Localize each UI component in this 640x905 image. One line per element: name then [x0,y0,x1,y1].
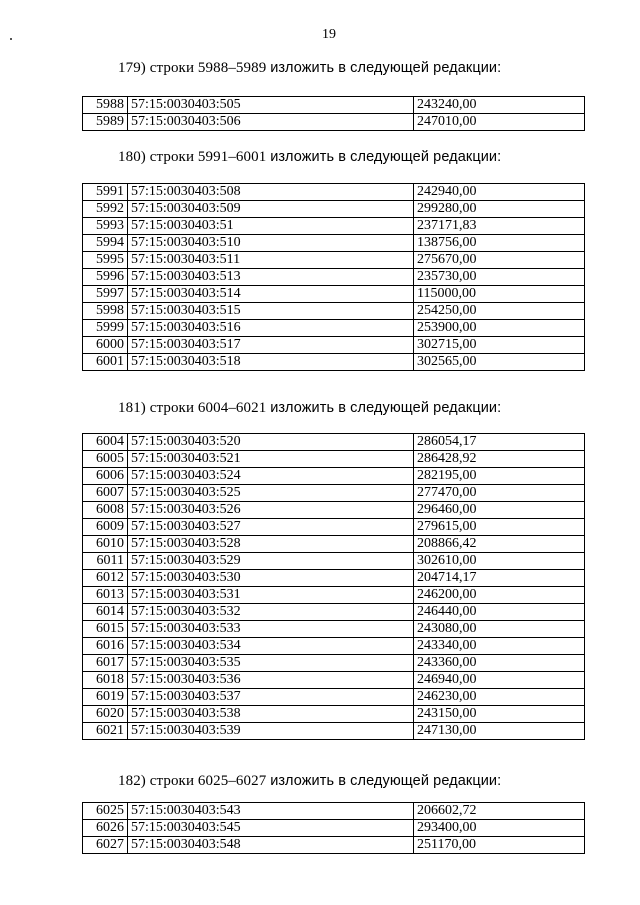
value-cell: 246230,00 [414,689,585,706]
row-number-cell: 5988 [83,97,128,114]
cadastral-number-cell: 57:15:0030403:538 [128,706,414,723]
amendment-table [82,183,585,371]
value-cell: 246940,00 [414,672,585,689]
section-instruction: изложить в следующей редакции: [270,60,502,76]
cadastral-number-cell: 57:15:0030403:516 [128,320,414,337]
table-row [83,689,585,706]
section-number: 182) [118,773,146,789]
section-number: 181) [118,400,146,416]
value-cell: 247130,00 [414,723,585,740]
value-cell: 204714,17 [414,570,585,587]
value-cell: 246440,00 [414,604,585,621]
amendment-table [82,802,585,854]
cadastral-number-cell: 57:15:0030403:535 [128,655,414,672]
table-row [83,337,585,354]
cadastral-number-cell: 57:15:0030403:510 [128,235,414,252]
section-number: 180) [118,149,146,165]
cadastral-number-cell: 57:15:0030403:525 [128,485,414,502]
table-row [83,621,585,638]
cadastral-number-cell: 57:15:0030403:517 [128,337,414,354]
value-cell: 253900,00 [414,320,585,337]
cadastral-number-cell: 57:15:0030403:543 [128,803,414,820]
value-cell: 302610,00 [414,553,585,570]
value-cell: 282195,00 [414,468,585,485]
table-row [83,114,585,131]
value-cell: 138756,00 [414,235,585,252]
table-row [83,320,585,337]
table-row [83,354,585,371]
row-number-cell: 6004 [83,434,128,451]
cadastral-number-cell: 57:15:0030403:505 [128,97,414,114]
cadastral-number-cell: 57:15:0030403:533 [128,621,414,638]
row-number-cell: 6012 [83,570,128,587]
cadastral-number-cell: 57:15:0030403:536 [128,672,414,689]
cadastral-number-cell: 57:15:0030403:509 [128,201,414,218]
cadastral-number-cell: 57:15:0030403:534 [128,638,414,655]
value-cell: 243080,00 [414,621,585,638]
cadastral-number-cell: 57:15:0030403:511 [128,252,414,269]
cadastral-number-cell: 57:15:0030403:548 [128,837,414,854]
row-number-cell: 6010 [83,536,128,553]
table-row [83,201,585,218]
cadastral-number-cell: 57:15:0030403:530 [128,570,414,587]
cadastral-number-cell: 57:15:0030403:529 [128,553,414,570]
table-row [83,553,585,570]
section-instruction: изложить в следующей редакции: [270,149,502,165]
section-heading [118,149,501,166]
row-number-cell: 5997 [83,286,128,303]
value-cell: 247010,00 [414,114,585,131]
value-cell: 293400,00 [414,820,585,837]
value-cell: 286428,92 [414,451,585,468]
table-row [83,97,585,114]
section-rows-range: строки 6004–6021 [149,400,267,416]
cadastral-number-cell: 57:15:0030403:513 [128,269,414,286]
section-instruction: изложить в следующей редакции: [270,773,502,789]
section-rows-range: строки 6025–6027 [149,773,267,789]
value-cell: 275670,00 [414,252,585,269]
table-row [83,434,585,451]
row-number-cell: 6021 [83,723,128,740]
cadastral-number-cell: 57:15:0030403:531 [128,587,414,604]
cadastral-number-cell: 57:15:0030403:527 [128,519,414,536]
row-number-cell: 5991 [83,184,128,201]
cadastral-number-cell: 57:15:0030403:537 [128,689,414,706]
table-row [83,536,585,553]
value-cell: 302715,00 [414,337,585,354]
row-number-cell: 5996 [83,269,128,286]
value-cell: 242940,00 [414,184,585,201]
value-cell: 254250,00 [414,303,585,320]
cadastral-number-cell: 57:15:0030403:528 [128,536,414,553]
row-number-cell: 6009 [83,519,128,536]
page-number: 19 [322,27,336,42]
cadastral-number-cell: 57:15:0030403:520 [128,434,414,451]
table-row [83,587,585,604]
value-cell: 206602,72 [414,803,585,820]
value-cell: 243340,00 [414,638,585,655]
cadastral-number-cell: 57:15:0030403:526 [128,502,414,519]
cadastral-number-cell: 57:15:0030403:521 [128,451,414,468]
table-row [83,519,585,536]
value-cell: 296460,00 [414,502,585,519]
amendment-table [82,96,585,131]
row-number-cell: 5992 [83,201,128,218]
table-row [83,235,585,252]
value-cell: 299280,00 [414,201,585,218]
table-row [83,468,585,485]
row-number-cell: 5999 [83,320,128,337]
table-row [83,570,585,587]
table-row [83,502,585,519]
table-row [83,604,585,621]
section-heading [118,400,501,417]
row-number-cell: 6017 [83,655,128,672]
row-number-cell: 6025 [83,803,128,820]
row-number-cell: 6020 [83,706,128,723]
value-cell: 243240,00 [414,97,585,114]
amendment-table [82,433,585,740]
value-cell: 115000,00 [414,286,585,303]
row-number-cell: 5989 [83,114,128,131]
table-row [83,837,585,854]
table-row [83,184,585,201]
cadastral-number-cell: 57:15:0030403:515 [128,303,414,320]
section-instruction: изложить в следующей редакции: [270,400,502,416]
row-number-cell: 6008 [83,502,128,519]
table-row [83,803,585,820]
cadastral-number-cell: 57:15:0030403:524 [128,468,414,485]
table-row [83,638,585,655]
row-number-cell: 6006 [83,468,128,485]
table-row [83,485,585,502]
value-cell: 235730,00 [414,269,585,286]
cadastral-number-cell: 57:15:0030403:532 [128,604,414,621]
row-number-cell: 6007 [83,485,128,502]
value-cell: 279615,00 [414,519,585,536]
row-number-cell: 6016 [83,638,128,655]
cadastral-number-cell: 57:15:0030403:539 [128,723,414,740]
row-number-cell: 6005 [83,451,128,468]
row-number-cell: 6001 [83,354,128,371]
row-number-cell: 6014 [83,604,128,621]
cadastral-number-cell: 57:15:0030403:518 [128,354,414,371]
table-row [83,820,585,837]
row-number-cell: 6026 [83,820,128,837]
section-heading [118,60,501,77]
value-cell: 237171,83 [414,218,585,235]
row-number-cell: 6019 [83,689,128,706]
row-number-cell: 6015 [83,621,128,638]
table-row [83,655,585,672]
table-row [83,672,585,689]
table-row [83,269,585,286]
cadastral-number-cell: 57:15:0030403:514 [128,286,414,303]
value-cell: 251170,00 [414,837,585,854]
row-number-cell: 6018 [83,672,128,689]
section-rows-range: строки 5991–6001 [149,149,267,165]
section-number: 179) [118,60,146,76]
cadastral-number-cell: 57:15:0030403:545 [128,820,414,837]
value-cell: 243150,00 [414,706,585,723]
row-number-cell: 6011 [83,553,128,570]
value-cell: 277470,00 [414,485,585,502]
section-rows-range: строки 5988–5989 [149,60,267,76]
row-number-cell: 5994 [83,235,128,252]
row-number-cell: 5993 [83,218,128,235]
table-row [83,451,585,468]
value-cell: 243360,00 [414,655,585,672]
value-cell: 208866,42 [414,536,585,553]
value-cell: 286054,17 [414,434,585,451]
row-number-cell: 6027 [83,837,128,854]
value-cell: 246200,00 [414,587,585,604]
cadastral-number-cell: 57:15:0030403:506 [128,114,414,131]
table-row [83,706,585,723]
table-row [83,723,585,740]
section-heading [118,773,501,790]
row-number-cell: 6000 [83,337,128,354]
cadastral-number-cell: 57:15:0030403:508 [128,184,414,201]
value-cell: 302565,00 [414,354,585,371]
table-row [83,286,585,303]
row-number-cell: 5998 [83,303,128,320]
row-number-cell: 6013 [83,587,128,604]
row-number-cell: 5995 [83,252,128,269]
table-row [83,252,585,269]
cadastral-number-cell: 57:15:0030403:51 [128,218,414,235]
table-row [83,303,585,320]
table-row [83,218,585,235]
